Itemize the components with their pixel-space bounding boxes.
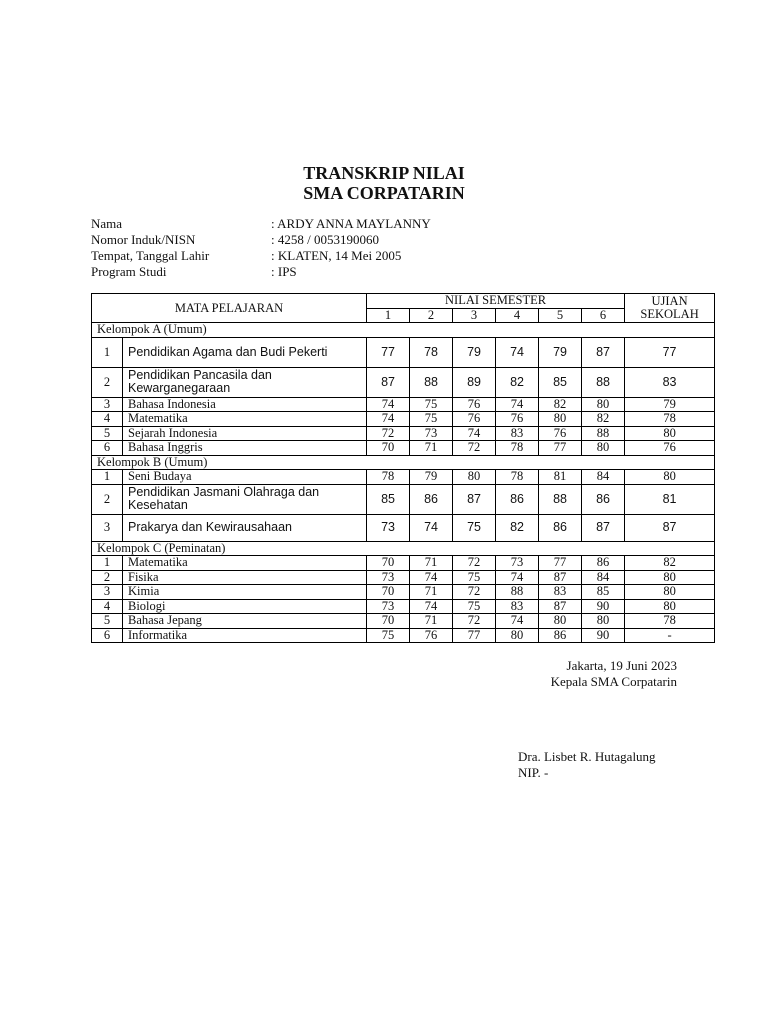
semester-score: 80 — [582, 614, 625, 629]
semester-score: 87 — [582, 514, 625, 541]
semester-score: 87 — [453, 484, 496, 514]
semester-score: 70 — [367, 441, 410, 456]
table-row — [92, 397, 715, 412]
grades-table — [91, 293, 715, 643]
semester-score: 86 — [582, 556, 625, 571]
exam-score: 87 — [625, 514, 715, 541]
table-row — [92, 412, 715, 427]
semester-score: 90 — [582, 628, 625, 643]
group-label: Kelompok B (Umum) — [92, 455, 715, 470]
semester-score: 74 — [496, 614, 539, 629]
subject-name: Pendidikan Jasmani Olahraga dan Kesehatan — [123, 484, 367, 514]
semester-score: 72 — [367, 426, 410, 441]
student-nisn-row — [91, 232, 431, 248]
exam-score: 80 — [625, 470, 715, 485]
semester-score: 78 — [496, 470, 539, 485]
semester-score: 74 — [367, 412, 410, 427]
row-number: 1 — [92, 470, 123, 485]
semester-score: 78 — [496, 441, 539, 456]
semester-number: 4 — [496, 308, 539, 323]
row-number: 5 — [92, 426, 123, 441]
semester-score: 74 — [410, 570, 453, 585]
semester-score: 80 — [496, 628, 539, 643]
subject-name: Sejarah Indonesia — [123, 426, 367, 441]
semester-score: 77 — [539, 556, 582, 571]
student-info — [91, 216, 431, 280]
subject-name: Fisika — [123, 570, 367, 585]
row-number: 2 — [92, 367, 123, 397]
semester-score: 80 — [539, 412, 582, 427]
subject-name: Matematika — [123, 556, 367, 571]
exam-score: - — [625, 628, 715, 643]
semester-score: 87 — [539, 570, 582, 585]
semester-number: 3 — [453, 308, 496, 323]
semester-score: 86 — [539, 628, 582, 643]
semester-score: 73 — [367, 570, 410, 585]
semester-score: 74 — [367, 397, 410, 412]
student-name-row — [91, 216, 431, 232]
table-row — [92, 628, 715, 643]
row-number: 1 — [92, 556, 123, 571]
exam-score: 82 — [625, 556, 715, 571]
semester-score: 80 — [582, 397, 625, 412]
semester-score: 90 — [582, 599, 625, 614]
table-row — [92, 484, 715, 514]
row-number: 3 — [92, 514, 123, 541]
semester-score: 71 — [410, 556, 453, 571]
exam-score: 77 — [625, 337, 715, 367]
group-row — [92, 455, 715, 470]
semester-score: 79 — [453, 337, 496, 367]
subject-name: Kimia — [123, 585, 367, 600]
info-label: Nama — [91, 216, 123, 231]
semester-score: 75 — [410, 397, 453, 412]
semester-score: 76 — [539, 426, 582, 441]
document-title: TRANSKRIP NILAI — [303, 163, 465, 183]
semester-score: 76 — [410, 628, 453, 643]
semester-score: 71 — [410, 585, 453, 600]
semester-score: 87 — [582, 337, 625, 367]
semester-score: 87 — [367, 367, 410, 397]
semester-score: 73 — [410, 426, 453, 441]
semester-score: 84 — [582, 470, 625, 485]
group-label: Kelompok C (Peminatan) — [92, 541, 715, 556]
semester-score: 88 — [496, 585, 539, 600]
signature-place-date: Jakarta, 19 Juni 2023 — [566, 658, 677, 673]
exam-score: 76 — [625, 441, 715, 456]
semester-score: 78 — [367, 470, 410, 485]
row-number: 1 — [92, 337, 123, 367]
exam-column-header: UJIAN SEKOLAH — [625, 294, 715, 323]
info-value: : KLATEN, 14 Mei 2005 — [271, 248, 402, 263]
student-birth-row — [91, 248, 431, 264]
semester-score: 89 — [453, 367, 496, 397]
semester-score: 75 — [453, 570, 496, 585]
semester-score: 74 — [453, 426, 496, 441]
subject-name: Pendidikan Agama dan Budi Pekerti — [123, 337, 367, 367]
table-row — [92, 514, 715, 541]
subject-name: Informatika — [123, 628, 367, 643]
table-row — [92, 367, 715, 397]
exam-score: 78 — [625, 614, 715, 629]
semester-score: 88 — [582, 426, 625, 441]
semester-score: 71 — [410, 441, 453, 456]
info-label: Tempat, Tanggal Lahir — [91, 248, 210, 263]
info-label: Program Studi — [91, 264, 167, 279]
subject-name: Matematika — [123, 412, 367, 427]
subject-name: Biologi — [123, 599, 367, 614]
semester-score: 83 — [496, 426, 539, 441]
row-number: 2 — [92, 570, 123, 585]
school-name: SMA CORPATARIN — [303, 183, 465, 203]
semester-score: 86 — [410, 484, 453, 514]
semester-score: 70 — [367, 585, 410, 600]
subject-name: Seni Budaya — [123, 470, 367, 485]
semester-score: 73 — [367, 514, 410, 541]
semester-score: 79 — [539, 337, 582, 367]
semester-number: 1 — [367, 308, 410, 323]
row-number: 3 — [92, 397, 123, 412]
table-row — [92, 556, 715, 571]
row-number: 2 — [92, 484, 123, 514]
semester-score: 75 — [410, 412, 453, 427]
semester-score: 82 — [496, 514, 539, 541]
exam-score: 80 — [625, 570, 715, 585]
subject-column-header: MATA PELAJARAN — [92, 294, 367, 323]
group-row — [92, 323, 715, 338]
semester-score: 76 — [453, 397, 496, 412]
semester-score: 80 — [453, 470, 496, 485]
semester-score: 80 — [582, 441, 625, 456]
semester-score: 73 — [367, 599, 410, 614]
semester-score: 74 — [496, 397, 539, 412]
semester-score: 80 — [539, 614, 582, 629]
table-row — [92, 570, 715, 585]
semester-score: 75 — [453, 599, 496, 614]
row-number: 5 — [92, 614, 123, 629]
info-label: Nomor Induk/NISN — [91, 232, 196, 247]
signature-nip: NIP. - — [518, 765, 549, 780]
semester-score: 72 — [453, 585, 496, 600]
row-number: 6 — [92, 441, 123, 456]
semester-score: 79 — [410, 470, 453, 485]
semester-score: 70 — [367, 614, 410, 629]
row-number: 4 — [92, 599, 123, 614]
semester-score: 86 — [496, 484, 539, 514]
exam-score: 81 — [625, 484, 715, 514]
table-row — [92, 426, 715, 441]
semester-score: 88 — [410, 367, 453, 397]
semester-score: 86 — [539, 514, 582, 541]
info-value: : IPS — [271, 264, 297, 279]
semester-score: 86 — [582, 484, 625, 514]
semester-score: 87 — [539, 599, 582, 614]
semester-score: 83 — [496, 599, 539, 614]
semester-score: 70 — [367, 556, 410, 571]
signature-position: Kepala SMA Corpatarin — [550, 674, 677, 689]
info-value: : 4258 / 0053190060 — [271, 232, 379, 247]
subject-name: Bahasa Jepang — [123, 614, 367, 629]
semester-score: 85 — [539, 367, 582, 397]
semester-score: 75 — [367, 628, 410, 643]
semester-score: 72 — [453, 556, 496, 571]
semester-score: 73 — [496, 556, 539, 571]
table-row — [92, 614, 715, 629]
subject-name: Bahasa Indonesia — [123, 397, 367, 412]
info-value: : ARDY ANNA MAYLANNY — [271, 216, 431, 231]
semester-score: 85 — [367, 484, 410, 514]
semester-score: 76 — [496, 412, 539, 427]
semester-score: 82 — [582, 412, 625, 427]
semester-score: 76 — [453, 412, 496, 427]
semester-score: 78 — [410, 337, 453, 367]
row-number: 4 — [92, 412, 123, 427]
exam-score: 80 — [625, 585, 715, 600]
semester-score: 74 — [410, 514, 453, 541]
table-row — [92, 337, 715, 367]
semester-score: 77 — [367, 337, 410, 367]
table-row — [92, 441, 715, 456]
semester-number: 6 — [582, 308, 625, 323]
semester-score: 72 — [453, 614, 496, 629]
exam-score: 78 — [625, 412, 715, 427]
exam-score: 83 — [625, 367, 715, 397]
table-row — [92, 470, 715, 485]
semester-score: 71 — [410, 614, 453, 629]
table-row — [92, 585, 715, 600]
semester-score: 83 — [539, 585, 582, 600]
semester-score: 77 — [453, 628, 496, 643]
row-number: 3 — [92, 585, 123, 600]
table-row — [92, 599, 715, 614]
semester-column-header: NILAI SEMESTER — [367, 294, 625, 309]
semester-score: 72 — [453, 441, 496, 456]
semester-score: 74 — [496, 570, 539, 585]
subject-name: Pendidikan Pancasila dan Kewarganegaraan — [123, 367, 367, 397]
exam-score: 80 — [625, 426, 715, 441]
semester-score: 81 — [539, 470, 582, 485]
group-row — [92, 541, 715, 556]
row-number: 6 — [92, 628, 123, 643]
semester-score: 74 — [410, 599, 453, 614]
semester-score: 88 — [539, 484, 582, 514]
semester-number: 5 — [539, 308, 582, 323]
subject-name: Bahasa Inggris — [123, 441, 367, 456]
semester-score: 88 — [582, 367, 625, 397]
group-label: Kelompok A (Umum) — [92, 323, 715, 338]
subject-name: Prakarya dan Kewirausahaan — [123, 514, 367, 541]
semester-score: 77 — [539, 441, 582, 456]
semester-score: 82 — [496, 367, 539, 397]
signature-name: Dra. Lisbet R. Hutagalung — [518, 749, 656, 764]
semester-score: 84 — [582, 570, 625, 585]
semester-number: 2 — [410, 308, 453, 323]
semester-score: 85 — [582, 585, 625, 600]
semester-score: 75 — [453, 514, 496, 541]
exam-score: 79 — [625, 397, 715, 412]
exam-score: 80 — [625, 599, 715, 614]
semester-score: 82 — [539, 397, 582, 412]
student-program-row — [91, 264, 431, 280]
semester-score: 74 — [496, 337, 539, 367]
